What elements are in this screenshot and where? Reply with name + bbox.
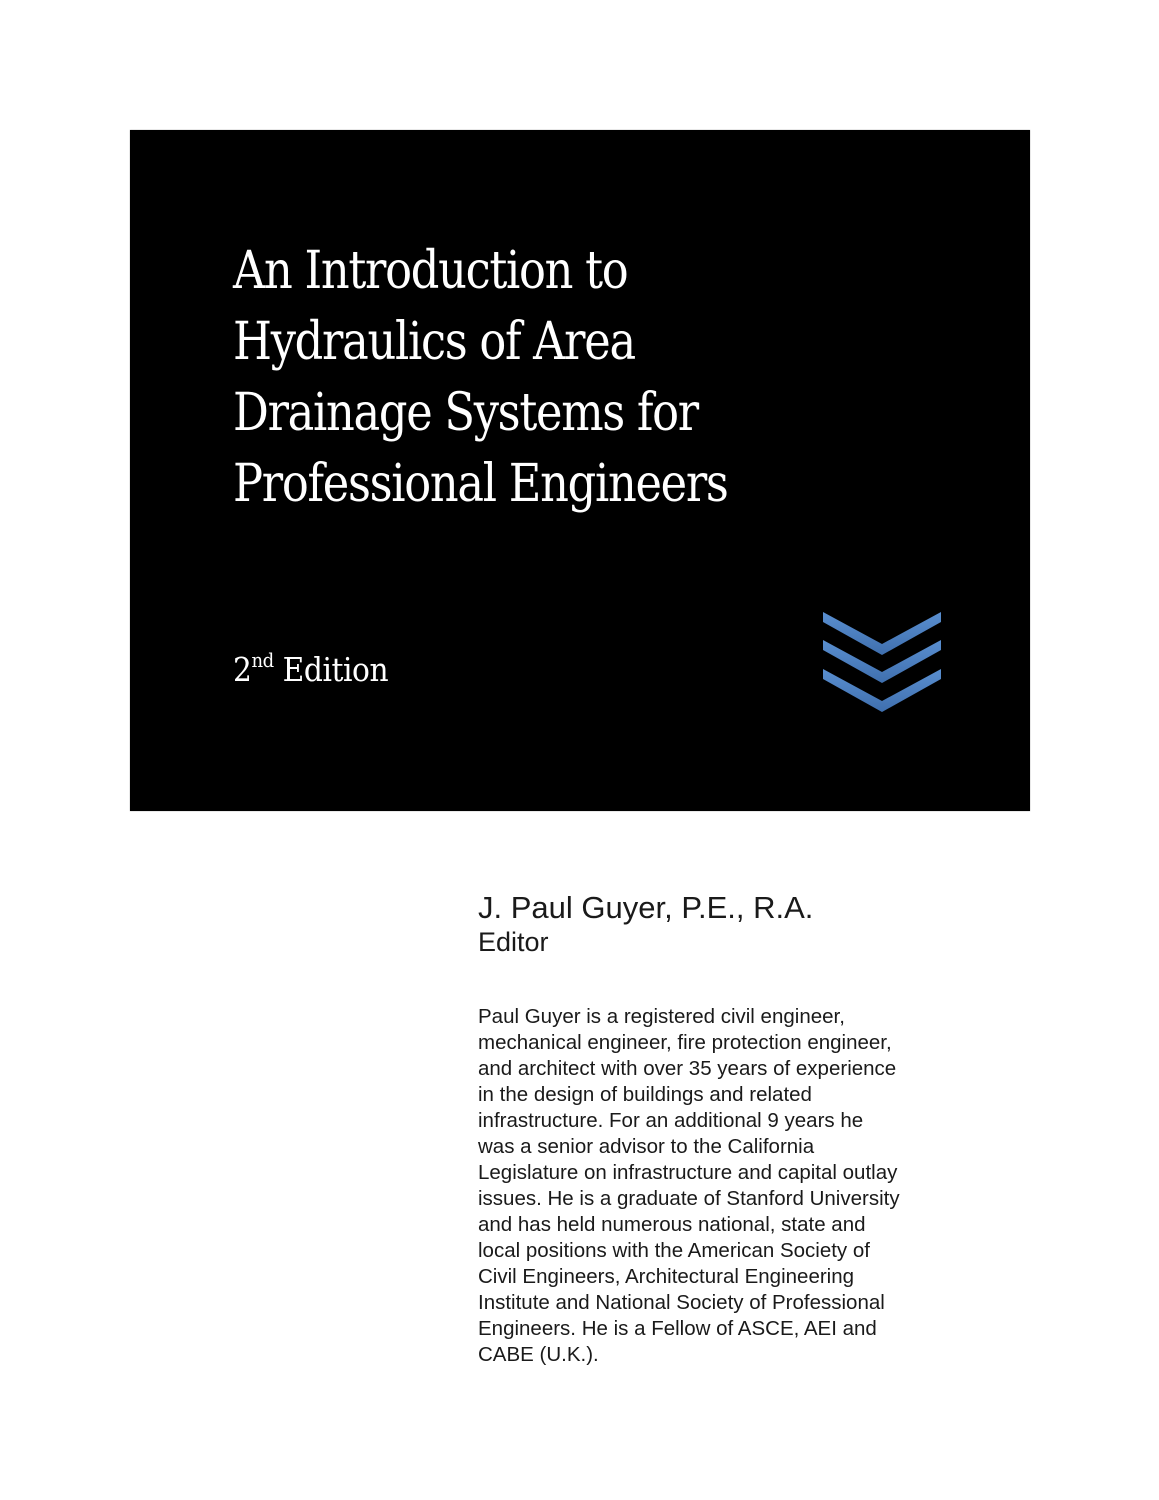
bio-line: mechanical engineer, fire protection engineer, [478, 1031, 892, 1054]
author-role: Editor [478, 927, 549, 957]
author-block [478, 890, 958, 1368]
bio-line: CABE (U.K.). [478, 1343, 599, 1366]
title-line: Drainage Systems for [233, 383, 698, 443]
author-bio [478, 1004, 958, 1368]
bio-line: Civil Engineers, Architectural Engineering [478, 1265, 855, 1288]
bio-line: infrastructure. For an additional 9 years he [478, 1109, 864, 1132]
bio-line: Paul Guyer is a registered civil engineer, [478, 1005, 845, 1028]
edition-number: 2 [233, 650, 252, 689]
cover-panel [130, 130, 1030, 811]
title-line: Professional Engineers [233, 454, 728, 514]
bio-line: local positions with the American Society of [478, 1239, 870, 1262]
bio-line: Institute and National Society of Professional [478, 1291, 885, 1314]
bio-line: and architect with over 35 years of experience [478, 1057, 897, 1080]
edition-label [233, 648, 388, 692]
title-line: An Introduction to [233, 241, 628, 301]
bio-line: in the design of buildings and related [478, 1083, 812, 1106]
bio-line: Legislature on infrastructure and capital outlay [478, 1161, 898, 1184]
triple-chevron-down-icon [823, 612, 943, 716]
book-title [233, 236, 835, 520]
title-line: Hydraulics of Area [233, 312, 635, 372]
bio-line: issues. He is a graduate of Stanford University [478, 1187, 900, 1210]
bio-line: Engineers. He is a Fellow of ASCE, AEI and [478, 1317, 877, 1340]
bio-line: and has held numerous national, state and [478, 1213, 866, 1236]
edition-suffix: nd [251, 648, 274, 672]
author-name: J. Paul Guyer, P.E., R.A. [478, 890, 814, 925]
edition-text: Edition [282, 650, 389, 689]
bio-line: was a senior advisor to the California [478, 1135, 815, 1158]
